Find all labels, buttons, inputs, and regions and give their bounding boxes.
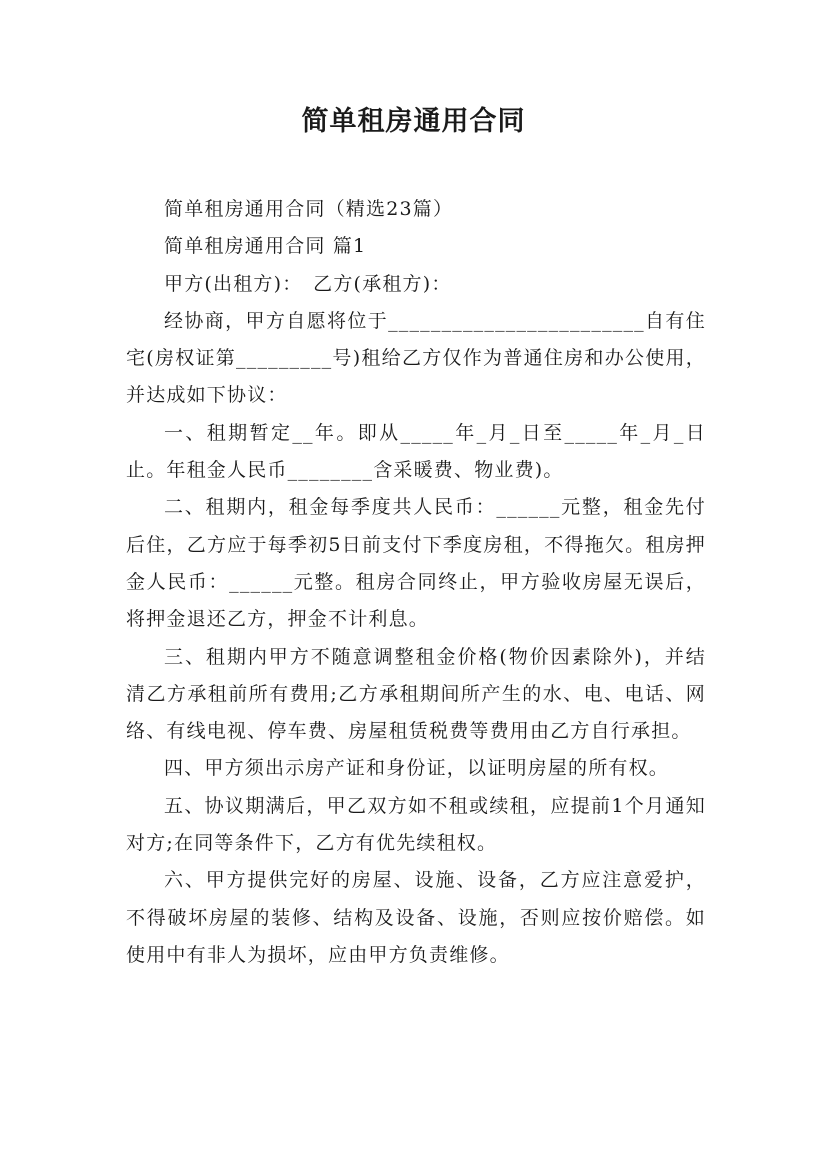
paragraph-clause-5: 五、协议期满后，甲乙双方如不租或续租，应提前1个月通知对方;在同等条件下，乙方有优先续租权。	[126, 794, 706, 855]
document-title: 简单租房通用合同	[301, 106, 526, 137]
paragraph-clause-3: 三、租期内甲方不随意调整租金价格(物价因素除外)，并结清乙方承租前所有费用;乙方承租期间所产生的水、电、电话、网络、有线电视、停车费、房屋租赁税费等费用由乙方自行承担。	[126, 645, 706, 743]
paragraph-clause-2: 二、租期内，租金每季度共人民币：______元整，租金先付后住，乙方应于每季初5日前支付下季度房租，不得拖欠。租房押金人民币：______元整。租房合同终止，甲方验收房屋无误后，将押金退还乙方，押金不计利息。	[126, 496, 706, 631]
paragraph-clause-1: 一、租期暂定__年。即从_____年_月_日至_____年_月_日止。年租金人民币________含采暖费、物业费)。	[126, 421, 706, 482]
paragraph-section-heading: 简单租房通用合同 篇1	[164, 235, 367, 258]
paragraph-clause-4: 四、甲方须出示房产证和身份证，以证明房屋的所有权。	[164, 757, 670, 780]
paragraph-subtitle: 简单租房通用合同（精选23篇）	[164, 198, 454, 220]
document-body	[126, 191, 706, 974]
paragraph-parties: 甲方(出租方)： 乙方(承租方)：	[164, 272, 452, 295]
paragraph-intro: 经协商，甲方自愿将位于________________________自有住宅(房权证第_________号)租给乙方仅作为普通住房和办公使用，并达成如下协议：	[126, 309, 706, 407]
paragraph-clause-6: 六、甲方提供完好的房屋、设施、设备，乙方应注意爱护，不得破坏房屋的装修、结构及设备、设施，否则应按价赔偿。如使用中有非人为损坏，应由甲方负责维修。	[126, 869, 706, 966]
